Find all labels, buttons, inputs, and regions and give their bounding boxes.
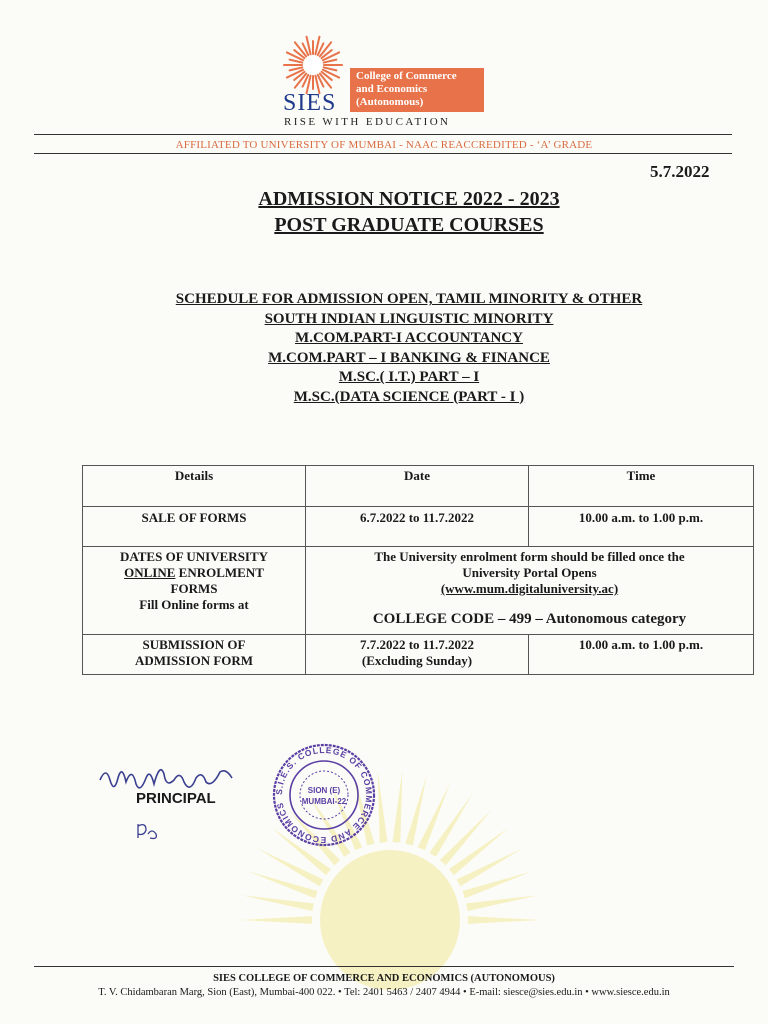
watermark-ray (468, 916, 540, 924)
svg-text:SION (E): SION (E) (307, 786, 341, 795)
schedule-heading: SCHEDULE FOR ADMISSION OPEN, TAMIL MINORITY & OTHER SOUTH INDIAN LINGUISTIC MINORITY M.COM.PART-I ACCOUNTANCY M.COM.PART – I BANKING & FINANCE M.SC.( I.T.) PART – I M.SC.(DATA SCIENCE (PART - I ) (175, 291, 643, 405)
admission-schedule-table (82, 465, 754, 675)
footer-college-name: SIES COLLEGE OF COMMERCE AND ECONOMICS (AUTONOMOUS) (213, 973, 555, 984)
sies-sun-logo-icon (282, 34, 344, 96)
footer-rule (34, 966, 734, 967)
svg-text:MUMBAI-22: MUMBAI-22 (301, 797, 347, 806)
header-rule-bottom (34, 153, 732, 154)
sies-logo-text: SIES (283, 90, 337, 116)
watermark-ray (405, 775, 426, 846)
sun-ray (290, 67, 303, 70)
watermark-ray (393, 771, 403, 843)
watermark-ray (449, 828, 508, 875)
watermark-ray (429, 794, 472, 856)
watermark-ray (440, 810, 492, 866)
initials-mark (134, 820, 164, 842)
college-code: COLLEGE CODE – 499 – Autonomous category (372, 611, 687, 627)
watermark-ray (466, 895, 538, 911)
watermark-ray (242, 895, 314, 911)
header-rule-top (34, 134, 732, 135)
affiliation-line: AFFILIATED TO UNIVERSITY OF MUMBAI - NAAC REACCREDITED - ‘A’ GRADE (175, 139, 593, 151)
sun-ray (324, 60, 337, 63)
sun-ray (324, 67, 337, 70)
watermark-ray (240, 916, 312, 924)
tagline: RISE WITH EDUCATION (284, 116, 451, 128)
university-portal-link[interactable]: (www.mum.digitaluniversity.ac) (440, 581, 619, 596)
college-stamp (266, 742, 382, 848)
college-name-box: College of Commerce and Economics (Autonomous) (350, 68, 484, 112)
watermark-ray (258, 849, 323, 887)
header-details: Details (83, 466, 306, 507)
notice-date: 5.7.2022 (650, 162, 710, 181)
letterhead (0, 0, 768, 160)
table-row: SALE OF FORMS 6.7.2022 to 11.7.2022 10.00 a.m. to 1.00 p.m. (83, 507, 754, 547)
principal-title: PRINCIPAL (136, 790, 216, 807)
header-date: Date (306, 466, 529, 507)
table-header-row (83, 466, 754, 507)
notice-title: ADMISSION NOTICE 2022 - 2023 POST GRADUATE COURSES (258, 188, 560, 236)
footer-address: T. V. Chidambaran Marg, Sion (East), Mumbai-400 022. • Tel: 2401 5463 / 2407 4944 • E-mail: siesce@sies.edu.in • www.siesce.edu.in (98, 987, 670, 998)
svg-text:S.I.E.S. COLLEGE OF COMMERCE A: S.I.E.S. COLLEGE OF COMMERCE AND ECONOMICS (273, 744, 375, 846)
sun-ray (290, 60, 303, 63)
table-row: DATES OF UNIVERSITY ONLINE ENROLMENT FORMS Fill Online forms at The University enrolment form should be filled once the University Portal Opens (www.mum.digitaluniversity.ac) COLLEGE CODE – 499 – Autonomous category (83, 547, 754, 635)
header-time: Time (529, 466, 754, 507)
watermark-ray (457, 849, 522, 887)
table-row: SUBMISSION OF ADMISSION FORM 7.7.2022 to 11.7.2022 (Excluding Sunday) 10.00 a.m. to 1.00 p.m. (83, 635, 754, 675)
